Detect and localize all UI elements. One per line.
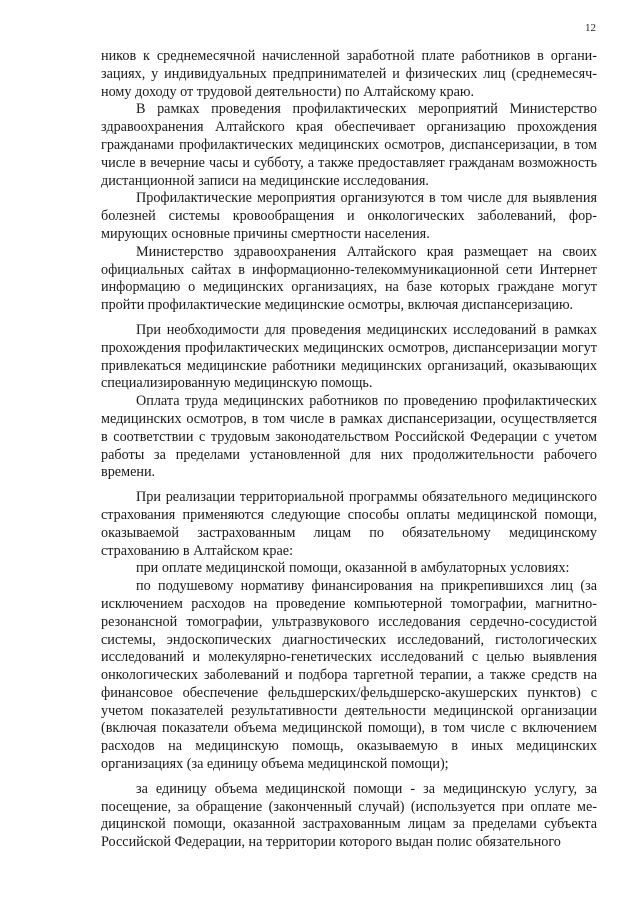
paragraph: При необходимости для проведения медицинских исследований в рамках прохождения профилактических медицинских осмотров, диспансеризации могут привлекаться медицинские работники медицинских организаций, оказывающих специализированную медицинскую помощь.	[101, 321, 597, 392]
paragraph: В рамках проведения профилактических мероприятий Министерство здравоохранения Алтайского края обеспечивает организацию прохождения гражданами профилактических медицинских осмотров, диспансеризации, в том числе в вечерние часы и субботу, а также предоставляет гражданам возможность дистанционной записи на медицинские исследования.	[101, 101, 597, 189]
paragraph: Профилактические мероприятия организуются в том числе для выявления болезней системы кровообращения и онкологических заболеваний, формирующих основные причины смертности населения.	[101, 190, 597, 242]
paragraph: При реализации территориальной программы обязательного медицинского страхования применяются следующие способы оплаты медицинской помощи, оказываемой застрахованным лицам по обязательному медицинскому страхованию в Алтайском крае:	[101, 489, 597, 559]
paragraph: при оплате медицинской помощи, оказанной в амбулаторных условиях:	[136, 560, 570, 577]
body-text	[101, 48, 597, 852]
paragraph: за единицу объема медицинской помощи - за медицинскую услугу, за посещение, за обращение (законченный случай) (используется при оплате медицинской помощи, оказанной застрахованным лицам за пределами субъекта Российской Федерации, на территории которого выдан полис обязательного	[101, 780, 597, 851]
paragraph: по подушевому нормативу финансирования на прикрепившихся лиц (за исключением расходов на проведение компьютерной томографии, магнитнорезонансной томографии, ультразвукового исследования сердечно-сосудистой системы, эндоскопических диагностических исследований, гистологических исследований и молекулярно-генетических исследований с целью выявления онкологических заболеваний и подбора таргетной терапии, а также средств на финансовое обеспечение фельдшерских/фельдшерско-акушерских пунктов) с учетом показателей результативности деятельности медицинской организации (включая показатели объема медицинской помощи), в том числе с включением расходов на медицинскую помощь, оказываемую в иных медицинских организациях (за единицу объема медицинской помощи);	[101, 578, 597, 773]
paragraph: Оплата труда медицинских работников по проведению профилактических медицинских осмотров, в том числе в рамках диспансеризации, осуществляется в соответствии с трудовым законодательством Российской Федерации с учетом работы за пределами установленной для них продолжительности рабочего времени.	[101, 393, 597, 481]
paragraph: Министерство здравоохранения Алтайского края размещает на своих официальных сайтах в информационно-телекоммуникационной сети Интернет информацию о медицинских организациях, на базе которых граждане могут пройти профилактические медицинские осмотры, включая диспансеризацию.	[101, 243, 597, 314]
page-number: 12	[585, 22, 596, 34]
paragraph: ников к среднемесячной начисленной заработной плате работников в организациях, у индивидуальных предпринимателей и физических лиц (среднемесячному доходу от трудовой деятельности) по Алтайскому краю.	[101, 48, 597, 100]
